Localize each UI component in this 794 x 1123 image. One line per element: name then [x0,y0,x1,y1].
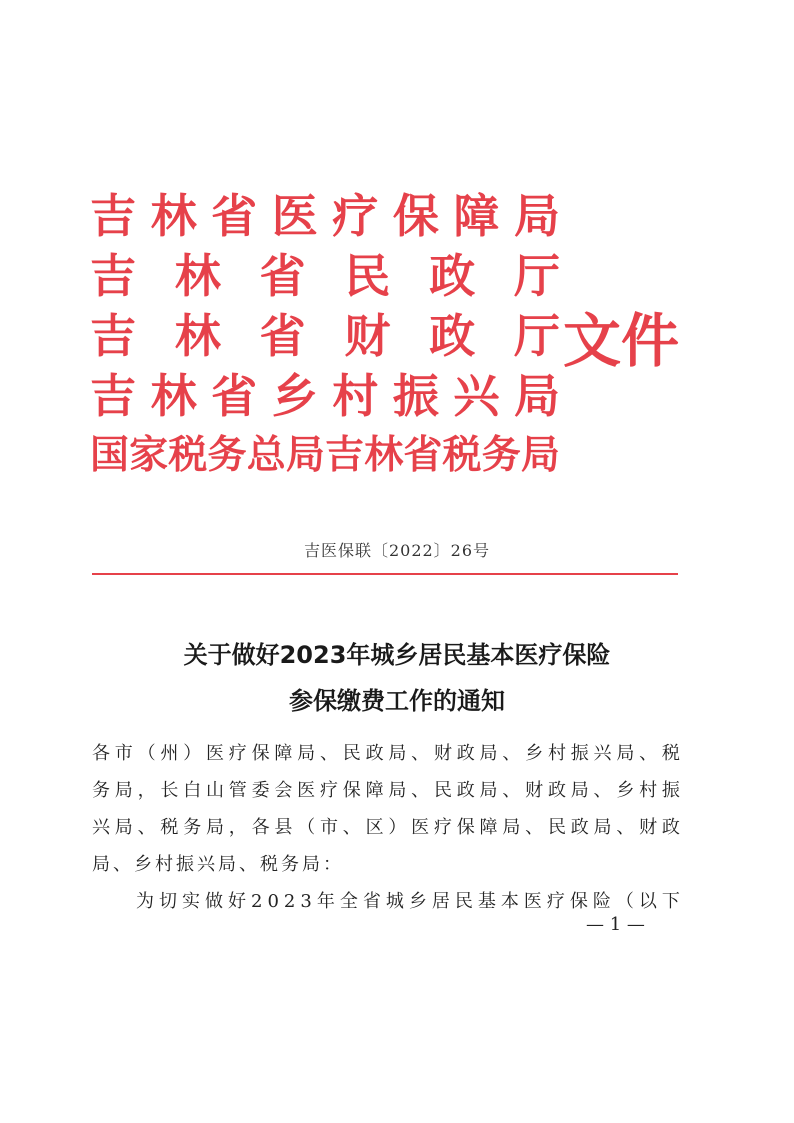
body-char: ） [183,743,202,764]
issuer-char: 村 [332,369,379,423]
body-char: 税 [160,817,179,838]
issuer-line [90,246,560,306]
body-char: 政 [570,817,589,838]
body-char: 局 [479,780,498,801]
body-char: 政 [456,743,475,764]
body-char: 保 [569,891,588,912]
body-char: 、 [525,817,544,838]
issuer-char: 乡 [271,369,318,423]
issuer-char: 政 [429,309,476,363]
body-char: 医 [411,817,430,838]
body-char: 各 [251,817,270,838]
body-char: 民 [547,817,566,838]
body-char: 财 [433,743,452,764]
body-char: 医 [523,891,542,912]
body-char: 疗 [228,743,247,764]
issuer-char: 障 [453,189,500,243]
issuer-char: 吉 [90,189,136,243]
body-char: 政 [456,780,475,801]
body-char: 局 [593,817,612,838]
body-char: ， [137,780,156,801]
issuer-char: 省 [259,249,306,303]
body-char: 民 [454,891,473,912]
issuer-char: 厅 [513,249,560,303]
body-char: 医 [297,780,316,801]
body-char: 省 [362,891,381,912]
body-char: 障 [274,743,293,764]
body-char: 、 [593,780,612,801]
body-char: 村 [547,743,566,764]
body-char: 2 [283,891,296,912]
issuer-char: 税 [442,433,482,478]
body-char: 局 [114,817,133,838]
body-char: 保 [251,743,270,764]
body-char: 、 [502,780,521,801]
red-divider [92,573,678,575]
body-char: 市 [319,817,338,838]
body-char: 、 [137,817,156,838]
body-char: 振 [570,743,589,764]
body-char: 局 [297,743,316,764]
issuer-line [90,306,560,366]
body-char: 局 [479,743,498,764]
issuer-char: 局 [513,369,560,423]
issuer-line [90,366,560,426]
body-char: 保 [342,780,361,801]
body-char: 0 [267,891,279,912]
issuer-char: 林 [174,249,221,303]
body-char: 好 [228,891,246,912]
body-char: 振 [661,780,680,801]
recipients-line [92,772,680,809]
body-char: 、 [639,743,658,764]
issuer-char: 振 [392,369,439,423]
body-char: 村 [639,780,658,801]
issuer-char: 国 [90,433,130,478]
body-char: （ [297,817,316,838]
body-char: 下 [661,891,680,912]
body-char: 局 [114,780,133,801]
body-char: 兴 [92,817,110,838]
body-char: 险 [592,891,611,912]
body-char: 务 [183,817,202,838]
body-char: 政 [661,817,680,838]
issuer-char: 务 [207,433,247,478]
body-char: 、 [342,817,361,838]
issuer-line [90,426,560,486]
issuer-char: 吉 [90,369,136,423]
issuer-char: 林 [150,189,197,243]
issuer-char: 吉 [90,309,136,363]
issuer-char: 政 [429,249,476,303]
body-char: 管 [228,780,247,801]
body-char: 政 [547,780,566,801]
body-char: 政 [365,743,384,764]
issuer-list [90,186,560,486]
body-char: 疗 [319,780,338,801]
issuer-char: 保 [392,189,439,243]
body-char: 州 [160,743,179,764]
issuer-char: 家 [129,433,169,478]
body-char: 、 [502,743,521,764]
body-char: 白 [183,780,202,801]
body-char: 财 [525,780,544,801]
issuer-char: 局 [520,433,560,478]
body-char: 局 [388,780,407,801]
body-char: 实 [182,891,200,912]
issuer-char: 厅 [513,309,560,363]
issuer-char: 林 [150,369,197,423]
body-char: 长 [160,780,179,801]
body-char: 切 [159,891,177,912]
issuer-char: 吉 [90,249,136,303]
body-char: 民 [342,743,361,764]
body-char: （ [137,743,156,764]
body-char: 为 [136,891,154,912]
body-char: 局 [205,817,224,838]
body-char: 做 [205,891,223,912]
body-char: 基 [477,891,496,912]
body-char: 障 [365,780,384,801]
body-char: 、 [319,743,338,764]
body-char: 疗 [546,891,565,912]
recipients-line [92,735,680,772]
body-char: ） [388,817,407,838]
body-char: ， [228,817,247,838]
body-char: 乡 [616,780,635,801]
body-char: 、 [411,780,430,801]
body-char: 各 [92,743,110,764]
body-char: 市 [114,743,133,764]
body-char: 委 [251,780,270,801]
title-line-1: 关于做好2023年城乡居民基本医疗保险 [183,641,611,669]
body-char: 保 [456,817,475,838]
body-char: 县 [274,817,293,838]
body-char: 居 [431,891,450,912]
body-char: （ [615,891,634,912]
body-char: 以 [638,891,657,912]
body-char: 全 [339,891,358,912]
body-char: 区 [365,817,384,838]
body-char: 山 [205,780,224,801]
document-number: 吉医保联〔2022〕26号 [303,541,491,560]
body-char: 局 [570,780,589,801]
issuer-char: 医 [271,189,318,243]
page-number: — 1 — [586,914,645,935]
body-char: 乡 [408,891,427,912]
body-char: 本 [500,891,519,912]
body-char: 疗 [433,817,452,838]
issuer-char: 省 [211,369,258,423]
issuer-char: 务 [481,433,521,478]
document-suffix: 文件 [563,307,680,375]
issuer-char: 林 [364,433,404,478]
issuer-char: 局 [285,433,325,478]
body-char: 局 [388,743,407,764]
body-char: 兴 [593,743,612,764]
body-char: 城 [385,891,404,912]
body-char: 税 [661,743,680,764]
issuer-char: 林 [174,309,221,363]
issuer-char: 总 [246,433,286,478]
issuer-char: 财 [344,309,391,363]
issuer-char: 局 [513,189,560,243]
issuer-char: 税 [168,433,208,478]
document-body [92,735,680,920]
issuer-char: 兴 [453,369,500,423]
issuer-char: 民 [344,249,391,303]
document-title [0,632,794,724]
body-char: 3 [300,891,312,912]
title-line-2: 参保缴费工作的通知 [289,687,505,715]
issuer-char: 吉 [325,433,365,478]
issuer-char: 省 [211,189,258,243]
issuer-char: 省 [259,309,306,363]
issuer-char: 疗 [332,189,379,243]
body-char: 民 [433,780,452,801]
issuer-char: 省 [403,433,443,478]
body-char: 财 [639,817,658,838]
body-char: 局 [502,817,521,838]
body-char: 会 [274,780,293,801]
body-char: 务 [92,780,110,801]
body-char: 、 [411,743,430,764]
body-char: 障 [479,817,498,838]
issuer-line [90,186,560,246]
body-char: 医 [205,743,224,764]
body-char: 乡 [525,743,544,764]
body-char: 局 [616,743,635,764]
body-char: 年 [316,891,335,912]
recipients-line: 局、乡村振兴局、税务局： [92,854,344,875]
recipients-line [92,809,680,846]
body-char: 、 [616,817,635,838]
body-char: 2 [251,891,263,912]
